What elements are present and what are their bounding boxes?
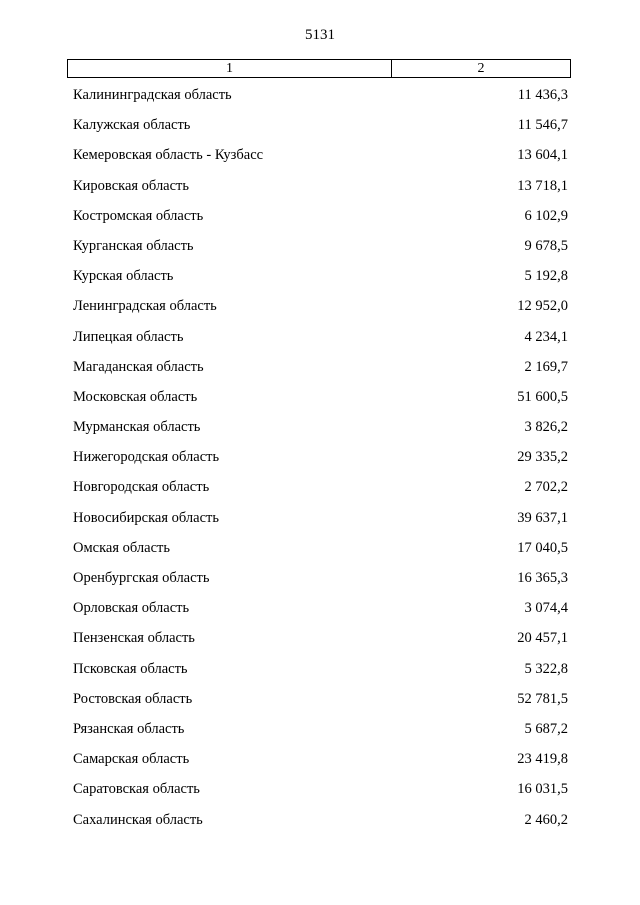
region-name: Оренбургская область	[73, 570, 210, 586]
region-name: Омская область	[73, 539, 170, 556]
page-number: 5131	[305, 27, 335, 43]
table-row	[0, 384, 640, 414]
region-name: Рязанская область	[73, 720, 185, 737]
region-value: 29 335,2	[517, 449, 568, 466]
region-value: 3 826,2	[524, 419, 568, 436]
region-value: 13 604,1	[517, 147, 568, 164]
region-value: 13 718,1	[517, 177, 568, 194]
table-row	[0, 354, 640, 384]
region-name: Орловская область	[73, 600, 190, 617]
region-name: Курганская область	[73, 237, 194, 254]
region-name: Новгородская область	[73, 479, 210, 496]
region-value: 5 687,2	[524, 720, 568, 737]
region-value: 6 102,9	[524, 207, 568, 224]
table-row	[0, 505, 640, 535]
region-name: Калужская область	[73, 117, 191, 134]
region-name: Мурманская область	[73, 419, 201, 436]
table-row	[0, 324, 640, 354]
table-row	[0, 807, 640, 837]
table-row	[0, 535, 640, 565]
region-value: 2 460,2	[524, 811, 568, 828]
region-value: 4 234,1	[524, 328, 568, 345]
region-name: Кировская область	[73, 177, 190, 194]
region-value: 16 031,5	[517, 781, 568, 798]
table-row	[0, 776, 640, 806]
table-row	[0, 173, 640, 203]
region-value: 17 040,5	[517, 539, 568, 556]
table-row	[0, 565, 640, 595]
region-value: 2 169,7	[524, 358, 568, 375]
region-value: 5 322,8	[524, 660, 568, 677]
region-value: 23 419,8	[517, 751, 568, 768]
region-name: Курская область	[73, 268, 174, 285]
table-row	[0, 203, 640, 233]
region-value: 16 365,3	[517, 570, 568, 586]
region-value: 11 436,3	[517, 87, 568, 103]
table-row	[0, 233, 640, 263]
table-row	[0, 112, 640, 142]
region-value: 39 637,1	[517, 509, 568, 526]
table-row	[0, 82, 640, 112]
region-value: 12 952,0	[517, 298, 568, 315]
region-name: Калининградская область	[73, 87, 232, 103]
table-row	[0, 142, 640, 172]
region-name: Сахалинская область	[73, 811, 203, 828]
region-name: Саратовская область	[73, 781, 200, 798]
region-name: Самарская область	[73, 751, 190, 768]
table-row	[0, 716, 640, 746]
table-row	[0, 595, 640, 625]
region-name: Ленинградская область	[73, 298, 217, 315]
region-value: 51 600,5	[517, 388, 568, 405]
region-value: 20 457,1	[517, 630, 568, 647]
region-name: Ростовская область	[73, 690, 193, 707]
region-name: Новосибирская область	[73, 509, 219, 526]
region-name: Московская область	[73, 388, 198, 405]
region-value: 3 074,4	[524, 600, 568, 617]
table-row	[0, 293, 640, 323]
region-name: Псковская область	[73, 660, 188, 677]
region-name: Костромская область	[73, 207, 204, 224]
region-name: Кемеровская область - Кузбасс	[73, 147, 264, 164]
region-name: Магаданская область	[73, 358, 204, 375]
column-header-2: 2	[477, 60, 485, 76]
table-row	[0, 746, 640, 776]
table-row	[0, 474, 640, 504]
region-value: 9 678,5	[524, 237, 568, 254]
table-row	[0, 444, 640, 474]
region-value: 2 702,2	[524, 479, 568, 496]
table-row	[0, 656, 640, 686]
table-row	[0, 263, 640, 293]
region-name: Нижегородская область	[73, 449, 220, 466]
table-row	[0, 414, 640, 444]
region-name: Пензенская область	[73, 630, 195, 647]
table-body	[0, 82, 640, 837]
region-value: 11 546,7	[517, 117, 568, 134]
table-header	[67, 59, 571, 78]
column-header-1: 1	[68, 60, 392, 77]
region-value: 5 192,8	[524, 268, 568, 285]
table-row	[0, 686, 640, 716]
region-name: Липецкая область	[73, 328, 184, 345]
region-value: 52 781,5	[517, 690, 568, 707]
table-row	[0, 625, 640, 655]
